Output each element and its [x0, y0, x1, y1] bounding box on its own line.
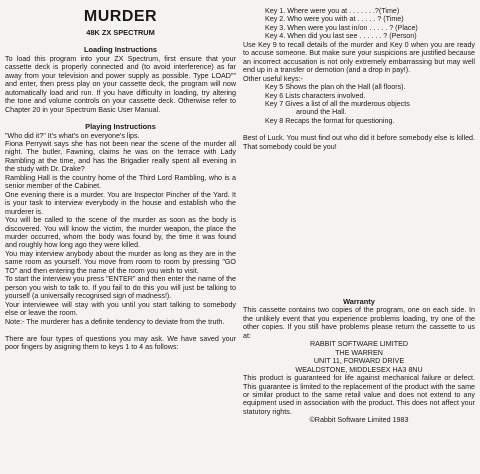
playing-paragraph: You may interview anybody about the murder as long as they are in the same room as yourself. You move from room to room by pressing "GO TO" and then entering the name of the room you wish to visit.	[5, 249, 236, 275]
key-7-continuation: around the Hall.	[296, 108, 347, 117]
playing-paragraph: Note:- The murderer has a definite tendency to deviate from the truth.	[5, 317, 225, 326]
copyright-notice: ©Rabbit Software Limited 1983	[309, 416, 409, 425]
playing-paragraph: "Who did it?" It's what's on everyone's lips.	[5, 131, 140, 140]
left-column	[5, 0, 236, 352]
loading-heading: Loading Instructions	[83, 45, 158, 55]
key-3-line: Key 3. When were you last in/on . . . . . ? (Place)	[265, 23, 418, 32]
playing-paragraph: One evening there is a murder. You are Inspector Pincher of the Yard. It is your task to interview everybody in the house and establish who the murderer is.	[5, 190, 236, 216]
playing-paragraph: To start the interview you press "ENTER" and then enter the name of the person you wish to talk to. If you fail to do this you will just be talking to yourself (a universally recognised sign of madness!).	[5, 275, 236, 301]
key-7-line: Key 7 Gives a list of all the murderous objects	[265, 99, 410, 108]
other-keys-label: Other useful keys:-	[243, 74, 303, 83]
key-8-line: Key 8 Recaps the format for questioning.	[265, 116, 395, 125]
warranty-text: This cassette contains two copies of the program, one on each side. In the unlikely event that you experience problems loading, try one of the other copies. If you still have problems please return the cassette to us at:	[243, 306, 475, 340]
loading-text: To load this program into your ZX Spectrum, first ensure that your cassette deck is properly connected and (to avoid interference) as far away from your television and power supply as possible. Type LOAD"" and enter, then press play on your cassette deck, the program will now automatically load and run. If you have difficulty in loading, try altering the tone and volume controls on your cassette deck. Otherwise refer to Chapter 20 in your Spectrum Basic User Manual.	[5, 54, 236, 114]
key-9-text: Use Key 9 to recall details of the murder and Key 0 when you are ready to accuse someone. But make sure your suspicions are justified because an incorrect accusation is not only extremely embarrassing but may well end up in a transfer or demotion (and a drop in pay!).	[243, 40, 475, 75]
key-5-line: Key 5 Shows the plan oh the Hall (all floors).	[265, 83, 406, 92]
game-title: MURDER	[83, 8, 158, 25]
warranty-heading: Warranty	[343, 297, 375, 306]
playing-paragraph: There are four types of questions you may ask. We have saved your poor fingers by asigning them to keys 1 to 4 as follows:	[5, 334, 236, 352]
key-6-line: Key 6 Lists characters involved.	[265, 91, 366, 100]
address-line: UNIT 11, FORWARD DRIVE	[313, 357, 405, 366]
right-column	[243, 0, 475, 151]
guarantee-text: This product is guaranteed for life against mechanical failure or defect. This guarantee is limited to the replacement of the product with the same or similar product to the same retail value and does not extend to any equipment used in association with the product. This does not affect your statutory rights.	[243, 374, 475, 416]
playing-paragraph: You will be called to the scene of the murder as soon as the body is discovered. You will know the victim, the murder weapon, the place the murder occurred, whom the body was found by, the time it was found and roughly how long ago they were killed.	[5, 216, 236, 250]
address-line: THE WARREN	[335, 348, 383, 357]
playing-paragraph: Your interviewee will stay with you until you start talking to somebody else or leave the room.	[5, 300, 236, 318]
playing-heading: Playing Instructions	[85, 122, 156, 132]
warranty-section	[243, 298, 475, 425]
platform-subtitle: 48K ZX SPECTRUM	[86, 28, 155, 37]
playing-paragraph: Fiona Perrywit says she has not been near the scene of the murder all night. The butler, Fawning, claims he was on the terrace with Lady Rambling at the time, and has the Brigadier really spent all evening in the study with Dr. Drake?	[5, 139, 236, 174]
good-luck-text: Best of Luck. You must find out who did it before somebody else is killed. That somebody could be you!	[243, 134, 475, 151]
address-line: RABBIT SOFTWARE LIMITED	[310, 340, 408, 349]
playing-paragraph: Rambling Hall is the country home of the Third Lord Rambling, who is a senior member of the Cabinet.	[5, 173, 236, 191]
key-4-line: Key 4. When did you last see . . . . . . ? (Person)	[265, 32, 417, 41]
address-line: WEALDSTONE, MIDDLESEX HA3 8NU	[295, 365, 423, 374]
key-2-line: Key 2. Who were you with at . . . . . ? (Time)	[265, 15, 404, 24]
key-1-line: Key 1. Where were you at . . . . . . .?(Time)	[265, 7, 400, 15]
